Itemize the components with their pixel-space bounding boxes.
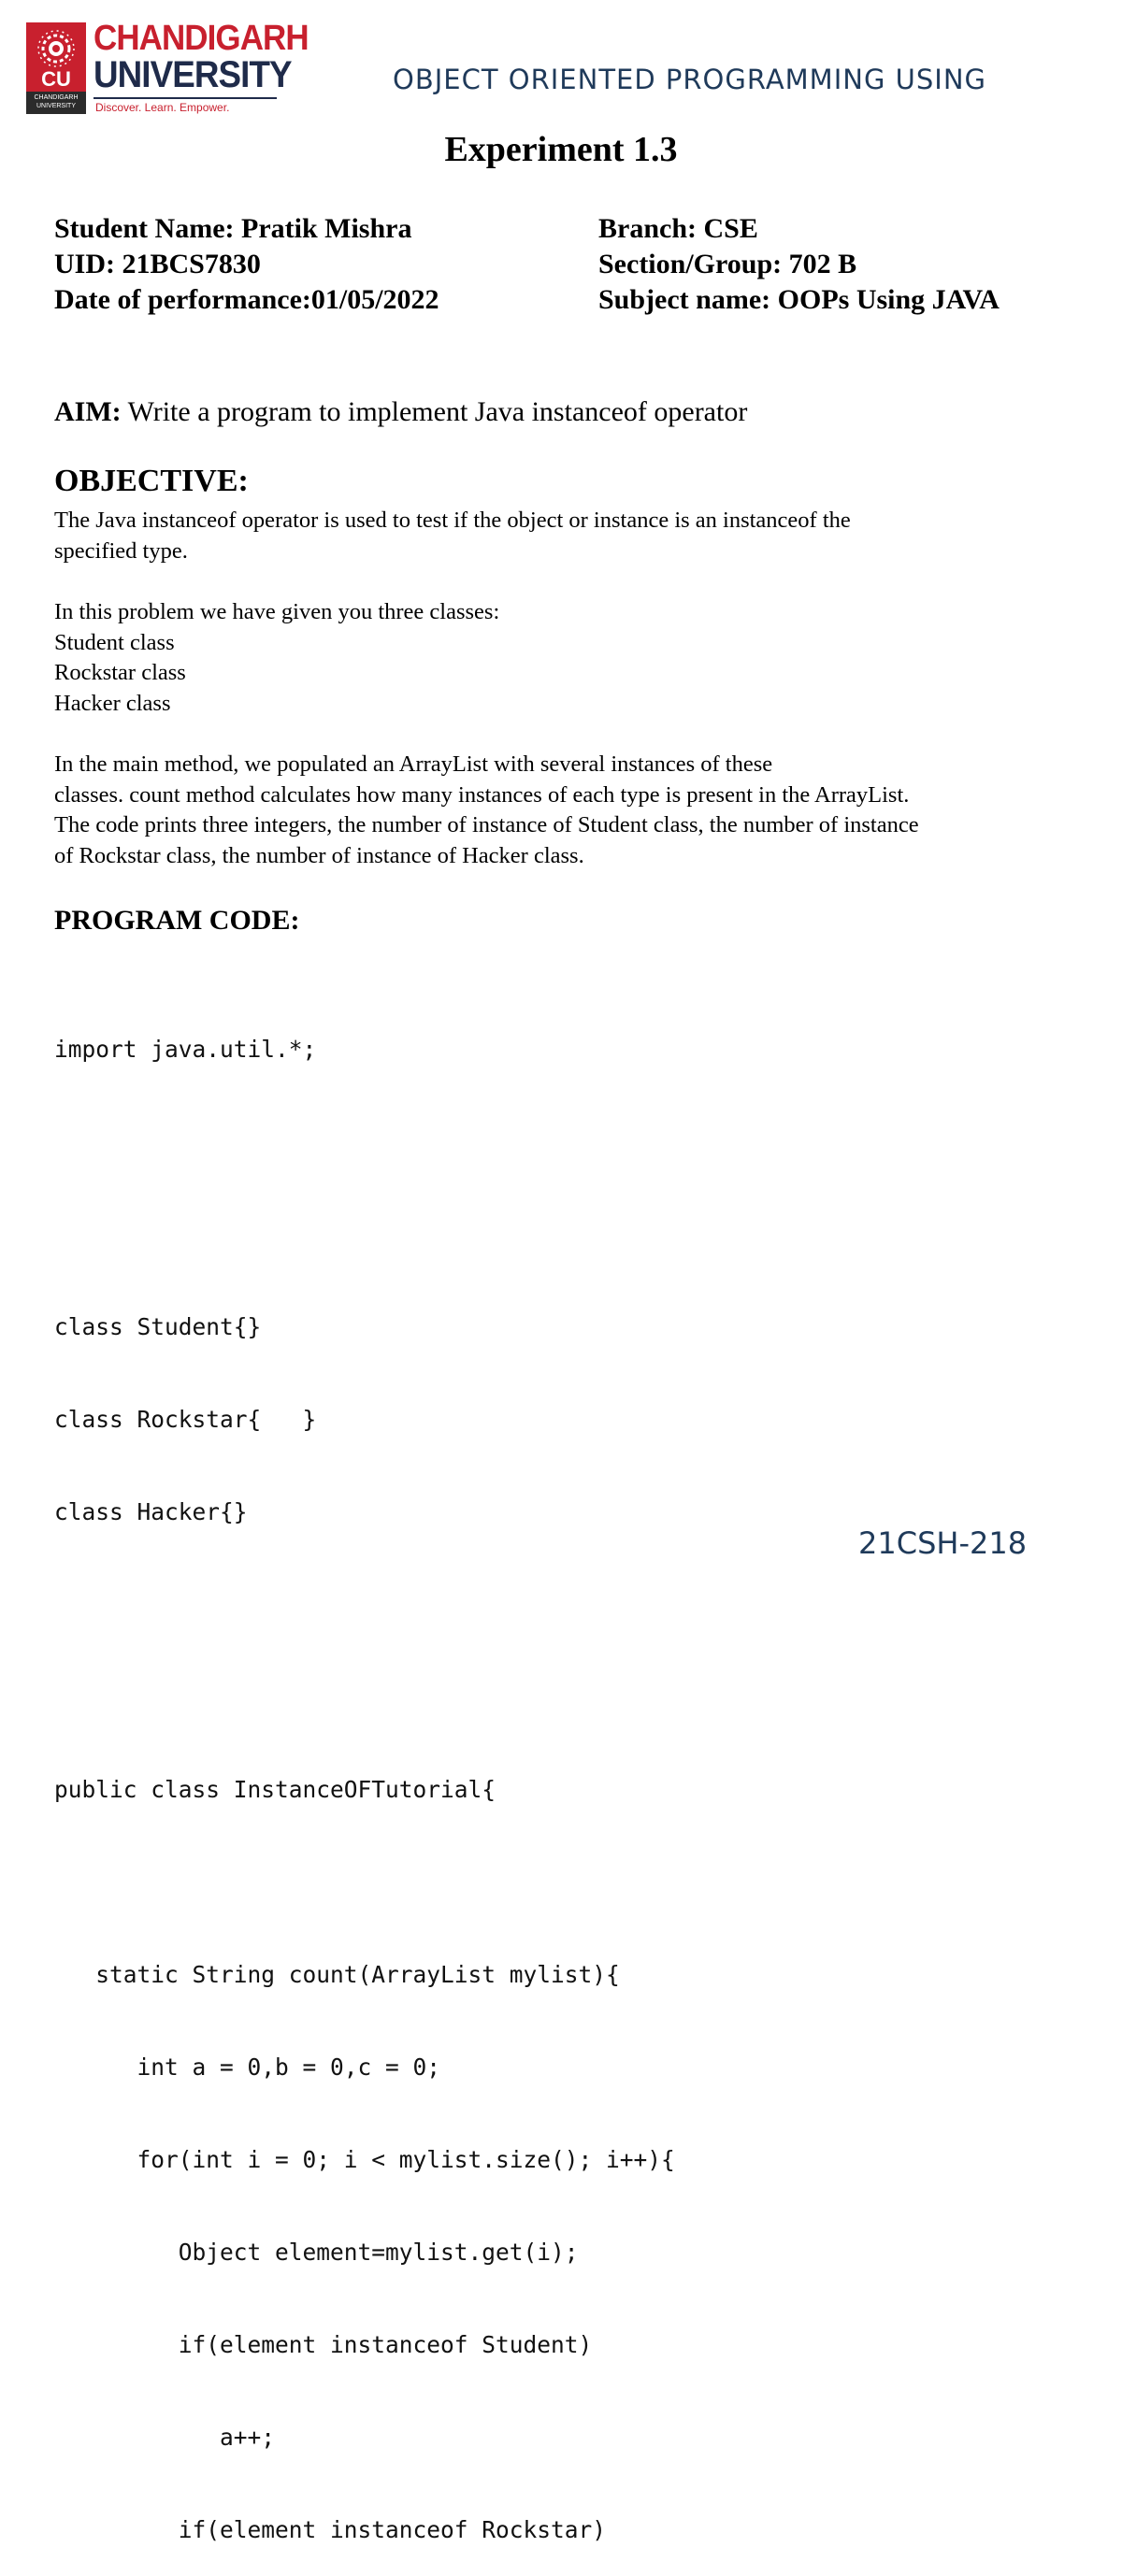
code-line: for(int i = 0; i < mylist.size(); i++){ bbox=[54, 2146, 675, 2173]
code-line: if(element instanceof Rockstar) bbox=[54, 2516, 607, 2543]
objective-heading: OBJECTIVE: bbox=[54, 464, 249, 498]
paragraph-line: specified type. bbox=[54, 537, 188, 564]
logo-band-line1: CHANDIGARH bbox=[34, 94, 79, 101]
section-group: Section/Group: 702 B bbox=[598, 249, 857, 279]
class-list-item: Hacker class bbox=[54, 690, 171, 716]
code-line: a++; bbox=[54, 2424, 276, 2451]
paragraph-line: classes. count method calculates how many instances of each type is present in the ArrayList. bbox=[54, 781, 910, 808]
objective-paragraph-3 bbox=[54, 750, 1083, 871]
paragraph-line: The code prints three integers, the number of instance of Student class, the number of instance bbox=[54, 812, 919, 837]
code-line bbox=[54, 1682, 675, 1712]
code-line: class Rockstar{ } bbox=[54, 1406, 317, 1433]
class-list-item: Rockstar class bbox=[54, 660, 186, 685]
code-line: public class InstanceOFTutorial{ bbox=[54, 1776, 496, 1803]
logo-tagline: Discover. Learn. Empower. bbox=[95, 101, 230, 114]
code-line bbox=[54, 1867, 675, 1897]
logo-band bbox=[26, 92, 86, 114]
code-line bbox=[54, 1126, 675, 1157]
logo-divider bbox=[94, 97, 277, 99]
logo-band-line2: UNIVERSITY bbox=[36, 103, 76, 109]
experiment-title: Experiment 1.3 bbox=[444, 130, 678, 169]
code-line bbox=[54, 1589, 675, 1620]
student-uid: UID: 21BCS7830 bbox=[54, 249, 261, 279]
student-info-right bbox=[598, 211, 1000, 318]
date-of-performance: Date of performance:01/05/2022 bbox=[54, 284, 439, 315]
logo-emblem bbox=[26, 22, 86, 114]
code-line: int a = 0,b = 0,c = 0; bbox=[54, 2054, 441, 2081]
course-header-title: OBJECT ORIENTED PROGRAMMING USING bbox=[393, 64, 986, 95]
paragraph-line: In the main method, we populated an ArrayList with several instances of these bbox=[54, 751, 773, 777]
paragraph-line: of Rockstar class, the number of instance of Hacker class. bbox=[54, 842, 584, 868]
gear-emblem-icon bbox=[34, 28, 79, 69]
paragraph-line: In this problem we have given you three classes: bbox=[54, 599, 500, 624]
program-code-heading: PROGRAM CODE: bbox=[54, 905, 300, 936]
student-info-left bbox=[54, 211, 439, 318]
class-list-item: Student class bbox=[54, 629, 175, 655]
code-line: if(element instanceof Student) bbox=[54, 2331, 593, 2358]
code-block bbox=[54, 972, 675, 2576]
code-line: static String count(ArrayList mylist){ bbox=[54, 1961, 620, 1988]
logo-band-text bbox=[26, 93, 86, 110]
code-line: Object element=mylist.get(i); bbox=[54, 2239, 579, 2266]
university-logo bbox=[26, 19, 309, 116]
objective-paragraph-1 bbox=[54, 506, 1083, 566]
footer-course-code: 21CSH-218 bbox=[858, 1525, 1028, 1561]
code-line: class Student{} bbox=[54, 1313, 262, 1340]
aim-statement bbox=[54, 396, 747, 428]
student-name: Student Name: Pratik Mishra bbox=[54, 213, 412, 244]
code-line bbox=[54, 1219, 675, 1250]
logo-badge: CU bbox=[41, 67, 71, 91]
code-line: import java.util.*; bbox=[54, 1036, 317, 1063]
logo-name-line1: CHANDIGARH bbox=[94, 19, 309, 58]
objective-paragraph-2 bbox=[54, 597, 1083, 719]
paragraph-line: The Java instanceof operator is used to test if the object or instance is an instanceof the bbox=[54, 508, 851, 533]
code-line: class Hacker{} bbox=[54, 1498, 248, 1525]
branch: Branch: CSE bbox=[598, 213, 758, 244]
aim-text: Write a program to implement Java instanceof operator bbox=[121, 396, 748, 427]
logo-name-line2: UNIVERSITY bbox=[94, 54, 292, 95]
aim-label: AIM: bbox=[54, 396, 122, 427]
subject-name: Subject name: OOPs Using JAVA bbox=[598, 284, 1000, 315]
